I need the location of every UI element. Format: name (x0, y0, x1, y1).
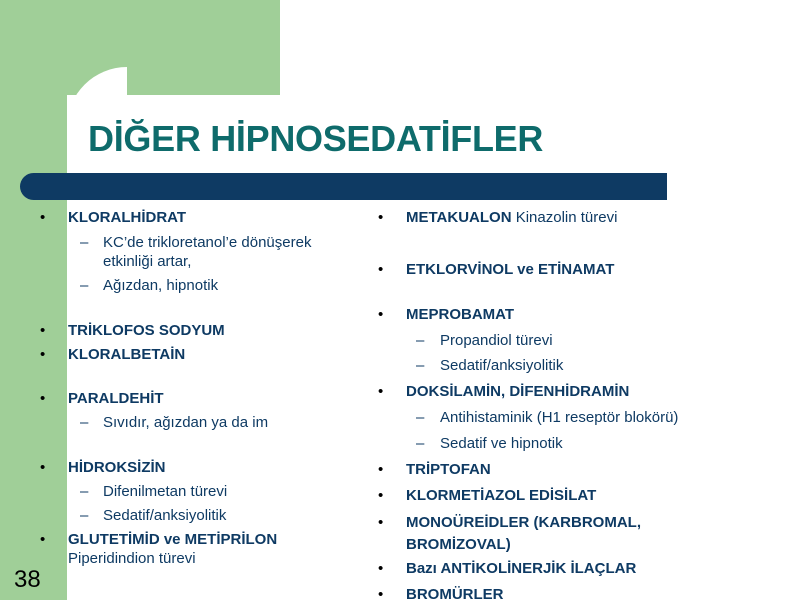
bullet-hidroksizin (40, 458, 360, 477)
bullet-glutetimid (40, 530, 360, 568)
sub-item (40, 276, 360, 295)
bullet-monoureidler (378, 512, 696, 556)
bullet-klormetiazol (378, 486, 738, 505)
item-label: GLUTETİMİD ve METİPRİLON (68, 531, 278, 548)
dash-marker: – (416, 357, 425, 374)
item-label: PARALDEHİT (68, 390, 164, 407)
bullet-dot: • (40, 322, 46, 339)
bullet-dot: • (378, 306, 384, 323)
bullet-metakualon (378, 208, 738, 227)
title-underline-bar (20, 173, 667, 200)
bullet-dot: • (378, 514, 384, 531)
bullet-triptofan (378, 460, 738, 479)
bullet-dot: • (378, 209, 384, 226)
item-label: Bazı ANTİKOLİNERJİK İLAÇLAR (406, 560, 637, 577)
bullet-dot: • (40, 531, 46, 548)
bullet-dot: • (40, 459, 46, 476)
sub-item (40, 233, 360, 271)
bullet-dot: • (40, 346, 46, 363)
bullet-dot: • (378, 487, 384, 504)
bullet-etklorvinol (378, 260, 738, 279)
item-label: BROMÜRLER (406, 586, 504, 603)
sub-item-text: Sedatif ve hipnotik (440, 435, 563, 452)
bullet-bromurler (378, 585, 738, 604)
dash-marker: – (80, 234, 89, 251)
item-label: MEPROBAMAT (406, 306, 515, 323)
bullet-dot: • (378, 261, 384, 278)
sub-item (40, 482, 360, 501)
bullet-kloralbetain (40, 345, 360, 364)
bullet-dot: • (378, 461, 384, 478)
page-number: 38 (14, 566, 41, 593)
sub-item-text: KC’de trikloretanol’e dönüşerek etkinliği artar, (103, 234, 312, 270)
sub-item (378, 408, 738, 427)
bullet-dot: • (40, 390, 46, 407)
sub-item-text: Sedatif/anksiyolitik (440, 357, 564, 374)
item-label: TRİPTOFAN (406, 461, 491, 478)
dash-marker: – (80, 507, 89, 524)
item-description: Kinazolin türevi (515, 209, 618, 226)
sub-item-text: Propandiol türevi (440, 332, 553, 349)
bullet-dot: • (378, 560, 384, 577)
sub-item-text: Sıvıdır, ağızdan ya da im (103, 414, 269, 431)
dash-marker: – (416, 332, 425, 349)
dash-marker: – (416, 435, 425, 452)
sub-item (378, 434, 738, 453)
item-label: MONOÜREİDLER (KARBROMAL, BROMİZOVAL) (406, 514, 641, 553)
bullet-dot: • (378, 586, 384, 603)
sub-item (378, 331, 738, 350)
bullet-dot: • (378, 383, 384, 400)
sub-item (40, 413, 360, 432)
bullet-antikolinerjik (378, 559, 738, 578)
sub-item-text: Difenilmetan türevi (103, 483, 228, 500)
item-label: KLORALBETAİN (68, 346, 186, 363)
bullet-kloralhidrat (40, 208, 360, 227)
dash-marker: – (80, 277, 89, 294)
item-label: KLORALHİDRAT (68, 209, 187, 226)
sub-item (378, 356, 738, 375)
dash-marker: – (416, 409, 425, 426)
bullet-meprobamat (378, 305, 738, 324)
item-label: HİDROKSİZİN (68, 459, 166, 476)
sub-item (40, 506, 360, 525)
item-label: ETKLORVİNOL ve ETİNAMAT (406, 261, 615, 278)
sub-item-text: Ağızdan, hipnotik (103, 277, 219, 294)
item-label: KLORMETİAZOL EDİSİLAT (406, 487, 597, 504)
item-label: METAKUALON (406, 209, 512, 226)
slide-title: DİĞER HİPNOSEDATİFLER (88, 118, 544, 159)
bullet-paraldehit (40, 389, 360, 408)
left-column (40, 208, 360, 568)
item-label: TRİKLOFOS SODYUM (68, 322, 225, 339)
right-column (378, 208, 738, 604)
item-description: Piperidindion türevi (68, 550, 196, 567)
sub-item-text: Sedatif/anksiyolitik (103, 507, 227, 524)
sub-item-text: Antihistaminik (H1 reseptör blokörü) (440, 409, 679, 426)
item-label: DOKSİLAMİN, DİFENHİDRAMİN (406, 383, 630, 400)
dash-marker: – (80, 483, 89, 500)
dash-marker: – (80, 414, 89, 431)
bullet-dot: • (40, 209, 46, 226)
bullet-doksilamin (378, 382, 738, 401)
bullet-triklofos (40, 321, 360, 340)
